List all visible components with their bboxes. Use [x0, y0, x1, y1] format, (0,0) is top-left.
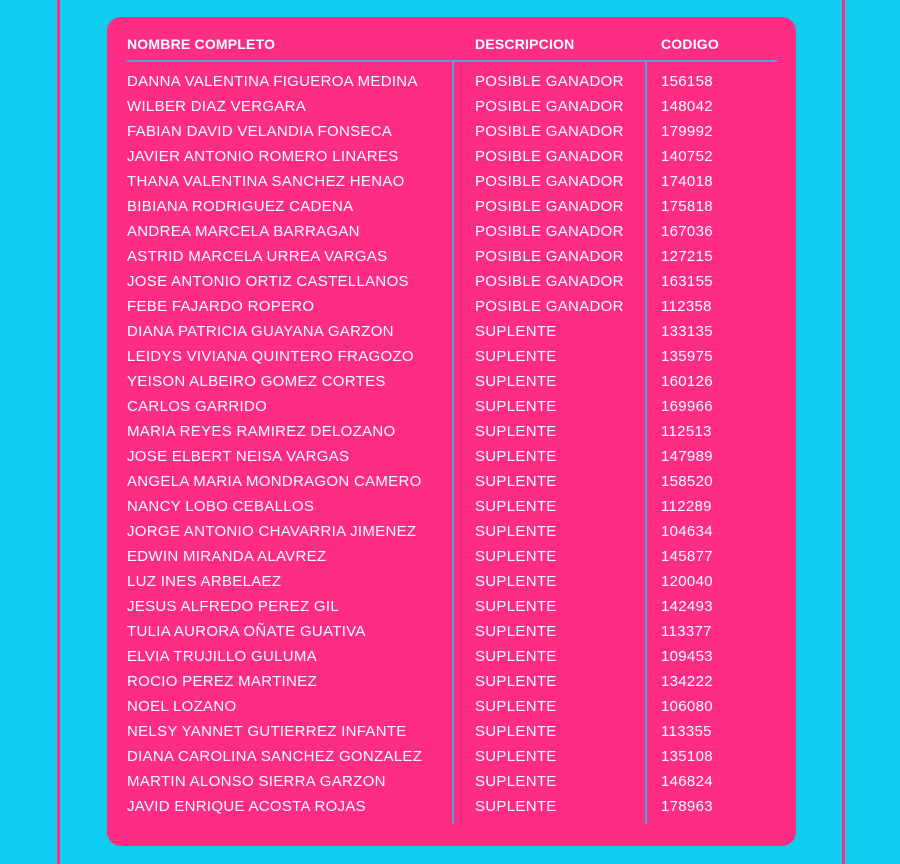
cell-code: 179992	[661, 123, 713, 140]
cell-description: POSIBLE GANADOR	[475, 223, 624, 240]
cell-description: SUPLENTE	[475, 348, 557, 365]
cell-description: POSIBLE GANADOR	[475, 198, 624, 215]
cell-code: 127215	[661, 248, 713, 265]
header-description: DESCRIPCION	[475, 36, 575, 52]
cell-description: SUPLENTE	[475, 373, 557, 390]
cell-description: SUPLENTE	[475, 423, 557, 440]
cell-code: 120040	[661, 573, 713, 590]
cell-code: 113377	[661, 623, 712, 640]
cell-name: FABIAN DAVID VELANDIA FONSECA	[127, 123, 393, 140]
cell-description: SUPLENTE	[475, 698, 557, 715]
table-row	[107, 721, 796, 746]
cell-code: 142493	[661, 598, 713, 615]
cell-description: POSIBLE GANADOR	[475, 73, 624, 90]
cell-code: 156158	[661, 73, 713, 90]
cell-name: NOEL LOZANO	[127, 698, 237, 715]
table-row	[107, 471, 796, 496]
cell-code: 146824	[661, 773, 713, 790]
header-name: NOMBRE COMPLETO	[127, 36, 276, 52]
cell-description: SUPLENTE	[475, 448, 557, 465]
cell-name: JOSE ANTONIO ORTIZ CASTELLANOS	[127, 273, 409, 290]
cell-description: POSIBLE GANADOR	[475, 148, 624, 165]
cell-description: SUPLENTE	[475, 773, 557, 790]
cell-code: 112289	[661, 498, 712, 515]
cell-name: MARIA REYES RAMIREZ DELOZANO	[127, 423, 396, 440]
cell-code: 104634	[661, 523, 713, 540]
header-code: CODIGO	[661, 36, 719, 52]
cell-name: DIANA PATRICIA GUAYANA GARZON	[127, 323, 394, 340]
cell-name: NELSY YANNET GUTIERREZ INFANTE	[127, 723, 407, 740]
cell-name: JOSE ELBERT NEISA VARGAS	[127, 448, 350, 465]
table-row	[107, 396, 796, 421]
cell-description: SUPLENTE	[475, 748, 557, 765]
cell-code: 163155	[661, 273, 713, 290]
cell-description: SUPLENTE	[475, 523, 557, 540]
cell-description: SUPLENTE	[475, 323, 557, 340]
cell-code: 135108	[661, 748, 713, 765]
cell-description: SUPLENTE	[475, 498, 557, 515]
cell-name: DIANA CAROLINA SANCHEZ GONZALEZ	[127, 748, 423, 765]
table-row	[107, 196, 796, 221]
table-row	[107, 421, 796, 446]
table-row	[107, 171, 796, 196]
table-row	[107, 146, 796, 171]
cell-name: ASTRID MARCELA URREA VARGAS	[127, 248, 388, 265]
cell-code: 158520	[661, 473, 713, 490]
cell-code: 148042	[661, 98, 713, 115]
cell-name: JAVID ENRIQUE ACOSTA ROJAS	[127, 798, 366, 815]
cell-description: SUPLENTE	[475, 648, 557, 665]
cell-name: DANNA VALENTINA FIGUEROA MEDINA	[127, 73, 418, 90]
cell-description: SUPLENTE	[475, 548, 557, 565]
cell-code: 178963	[661, 798, 713, 815]
cell-name: ELVIA TRUJILLO GULUMA	[127, 648, 317, 665]
table-row	[107, 596, 796, 621]
cell-code: 145877	[661, 548, 713, 565]
table-row	[107, 771, 796, 796]
cell-name: CARLOS GARRIDO	[127, 398, 268, 415]
table-row	[107, 546, 796, 571]
cell-description: SUPLENTE	[475, 798, 557, 815]
results-table-card	[107, 17, 796, 846]
cell-code: 134222	[661, 673, 713, 690]
cell-name: THANA VALENTINA SANCHEZ HENAO	[127, 173, 405, 190]
cell-name: ANDREA MARCELA BARRAGAN	[127, 223, 360, 240]
cell-name: FEBE FAJARDO ROPERO	[127, 298, 315, 315]
cell-name: JORGE ANTONIO CHAVARRIA JIMENEZ	[127, 523, 417, 540]
cell-description: SUPLENTE	[475, 573, 557, 590]
cell-name: MARTIN ALONSO SIERRA GARZON	[127, 773, 386, 790]
cell-name: LEIDYS VIVIANA QUINTERO FRAGOZO	[127, 348, 414, 365]
cell-code: 174018	[661, 173, 713, 190]
table-row	[107, 646, 796, 671]
cell-name: JESUS ALFREDO PEREZ GIL	[127, 598, 339, 615]
cell-code: 147989	[661, 448, 713, 465]
cell-description: POSIBLE GANADOR	[475, 273, 624, 290]
cell-code: 169966	[661, 398, 713, 415]
table-header	[107, 36, 796, 56]
cell-description: SUPLENTE	[475, 673, 557, 690]
cell-code: 113355	[661, 723, 712, 740]
cell-description: POSIBLE GANADOR	[475, 98, 624, 115]
cell-name: ROCIO PEREZ MARTINEZ	[127, 673, 317, 690]
table-row	[107, 671, 796, 696]
cell-code: 133135	[661, 323, 713, 340]
cell-name: BIBIANA RODRIGUEZ CADENA	[127, 198, 354, 215]
table-row	[107, 271, 796, 296]
table-row	[107, 621, 796, 646]
left-border-line	[57, 0, 60, 864]
cell-code: 135975	[661, 348, 713, 365]
cell-name: ANGELA MARIA MONDRAGON CAMERO	[127, 473, 422, 490]
cell-code: 106080	[661, 698, 713, 715]
cell-code: 112513	[661, 423, 712, 440]
cell-code: 175818	[661, 198, 713, 215]
table-row	[107, 496, 796, 521]
cell-description: SUPLENTE	[475, 598, 557, 615]
table-row	[107, 296, 796, 321]
cell-name: NANCY LOBO CEBALLOS	[127, 498, 315, 515]
cell-name: LUZ INES ARBELAEZ	[127, 573, 282, 590]
cell-description: POSIBLE GANADOR	[475, 248, 624, 265]
cell-description: SUPLENTE	[475, 623, 557, 640]
table-body	[107, 71, 796, 821]
cell-description: SUPLENTE	[475, 398, 557, 415]
cell-code: 160126	[661, 373, 713, 390]
table-row	[107, 796, 796, 821]
table-row	[107, 321, 796, 346]
table-row	[107, 371, 796, 396]
cell-code: 140752	[661, 148, 713, 165]
cell-name: YEISON ALBEIRO GOMEZ CORTES	[127, 373, 386, 390]
table-row	[107, 121, 796, 146]
table-row	[107, 71, 796, 96]
table-row	[107, 221, 796, 246]
table-row	[107, 746, 796, 771]
table-row	[107, 96, 796, 121]
cell-code: 167036	[661, 223, 713, 240]
table-row	[107, 246, 796, 271]
table-row	[107, 696, 796, 721]
table-row	[107, 571, 796, 596]
table-row	[107, 346, 796, 371]
cell-code: 109453	[661, 648, 713, 665]
table-row	[107, 521, 796, 546]
right-border-line	[842, 0, 845, 864]
cell-description: SUPLENTE	[475, 473, 557, 490]
cell-name: WILBER DIAZ VERGARA	[127, 98, 307, 115]
cell-name: EDWIN MIRANDA ALAVREZ	[127, 548, 327, 565]
cell-code: 112358	[661, 298, 712, 315]
cell-description: POSIBLE GANADOR	[475, 298, 624, 315]
cell-description: POSIBLE GANADOR	[475, 173, 624, 190]
cell-name: JAVIER ANTONIO ROMERO LINARES	[127, 148, 399, 165]
table-row	[107, 446, 796, 471]
cell-description: POSIBLE GANADOR	[475, 123, 624, 140]
cell-description: SUPLENTE	[475, 723, 557, 740]
cell-name: TULIA AURORA OÑATE GUATIVA	[127, 623, 366, 640]
